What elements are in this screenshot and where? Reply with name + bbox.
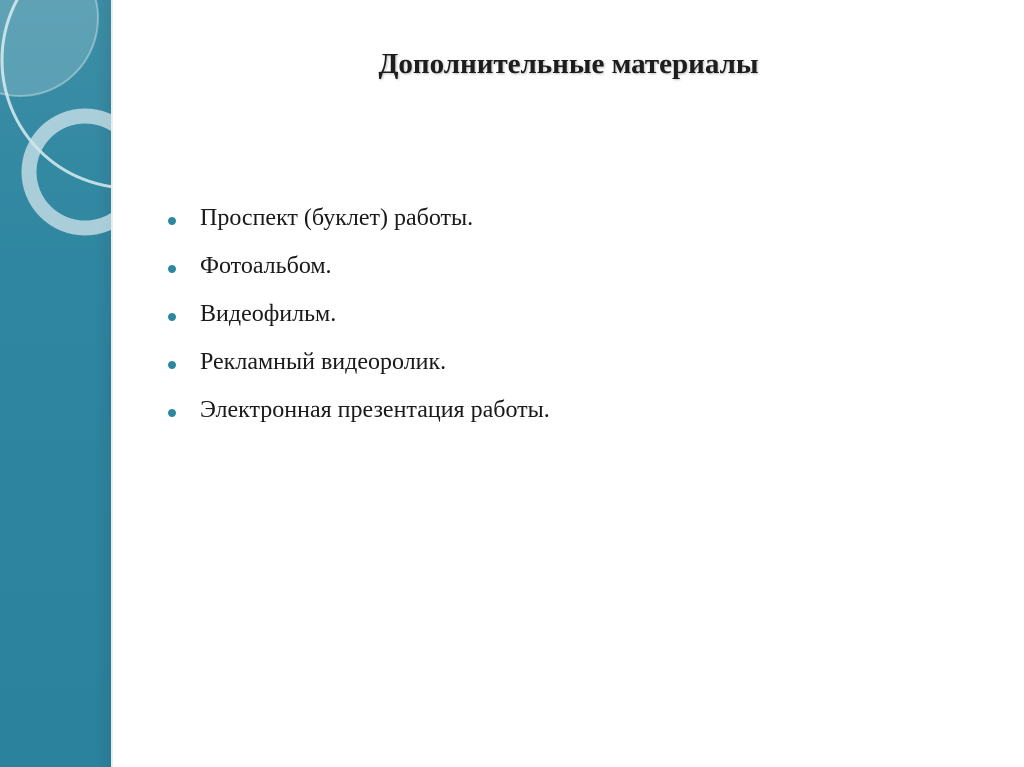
- slide-title: Дополнительные материалы: [378, 48, 759, 80]
- bullet-marker-icon: [168, 361, 176, 369]
- bullet-marker-icon: [168, 265, 176, 273]
- bullet-text: Видеофильм.: [200, 301, 337, 327]
- bullet-text: Рекламный видеоролик.: [200, 349, 447, 375]
- large-pale-circle: [0, 0, 98, 96]
- bullet-marker-icon: [168, 409, 176, 417]
- bullet-text: Фотоальбом.: [200, 253, 332, 279]
- bullet-text: Проспект (буклет) работы.: [200, 205, 474, 231]
- panel-edge-line: [111, 0, 113, 767]
- decorative-rings-graphic: [0, 0, 111, 250]
- bullet-marker-icon: [168, 217, 176, 225]
- bullet-text: Электронная презентация работы.: [200, 397, 550, 423]
- bullet-marker-icon: [168, 313, 176, 321]
